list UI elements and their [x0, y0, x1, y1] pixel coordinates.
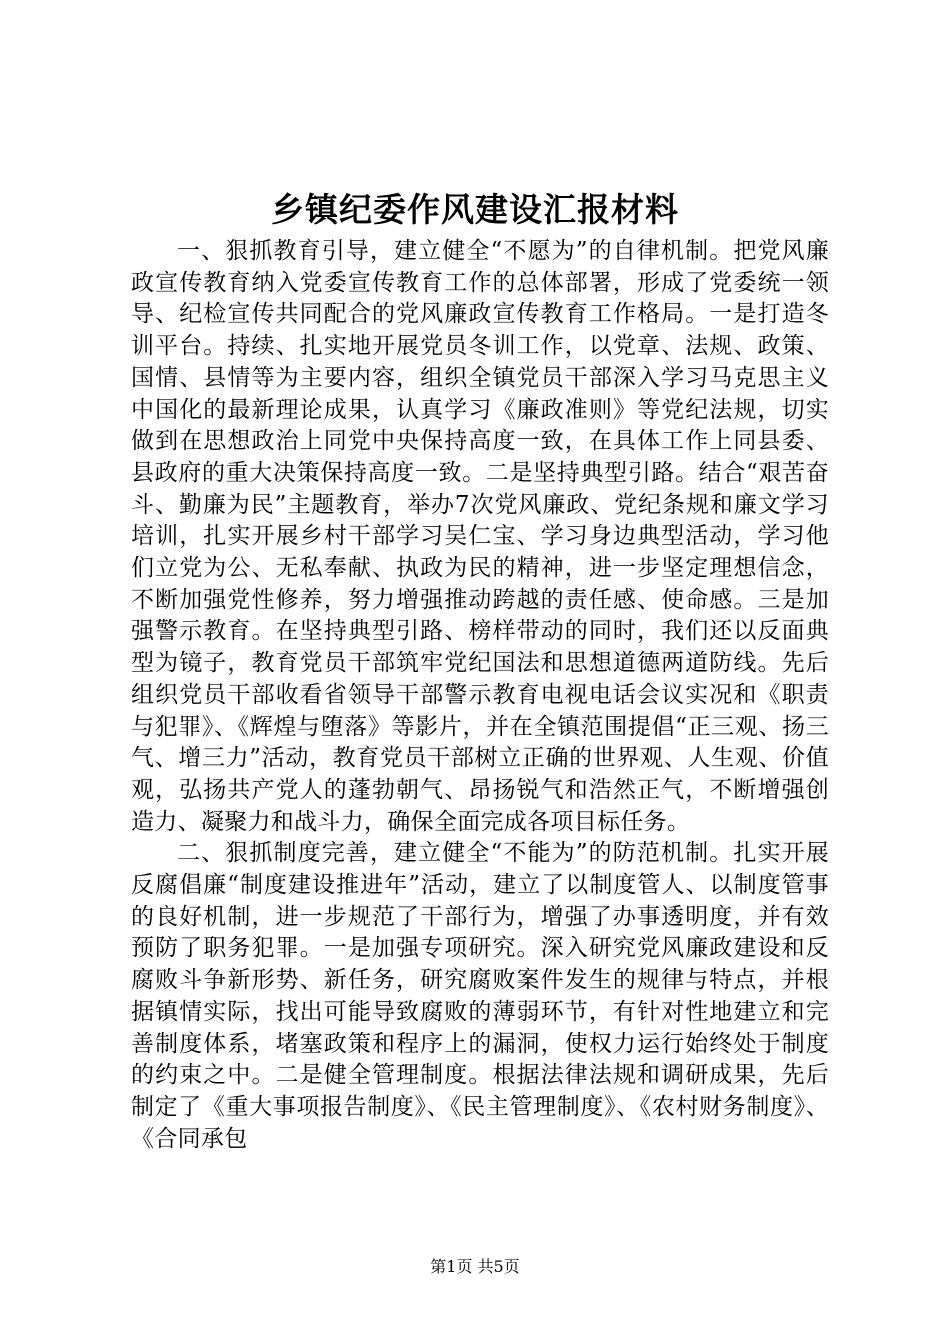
paragraph-2: 二、狠抓制度完善，建立健全“不能为”的防范机制。扎实开展反腐倡廉“制度建设推进年”活动，建立了以制度管人、以制度管事的良好机制，进一步规范了干部行为，增强了办事透明度，并有效预防了职务犯罪。一是加强专项研究。深入研究党风廉政建设和反腐败斗争新形势、新任务，研究腐败案件发生的规律与特点，并根据镇情实际，找出可能导致腐败的薄弱环节，有针对性地建立和完善制度体系，堵塞政策和程序上的漏洞，使权力运行始终处于制度的约束之中。二是健全管理制度。根据法律法规和调研成果，先后制定了《重大事项报告制度》、《民主管理制度》、《农村财务制度》、《合同承包	[131, 840, 829, 1152]
page-number-footer: 第1页 共5页	[430, 1257, 520, 1276]
document-body	[131, 236, 829, 1155]
paragraph-1: 一、狠抓教育引导，建立健全“不愿为”的自律机制。把党风廉政宣传教育纳入党委宣传教育工作的总体部署，形成了党委统一领导、纪检宣传共同配合的党风廉政宣传教育工作格局。一是打造冬训平台。持续、扎实地开展党员冬训工作，以党章、法规、政策、国情、县情等为主要内容，组织全镇党员干部深入学习马克思主义中国化的最新理论成果，认真学习《廉政准则》等党纪法规，切实做到在思想政治上同党中央保持高度一致，在具体工作上同县委、县政府的重大决策保持高度一致。二是坚持典型引路。结合“艰苦奋斗、勤廉为民”主题教育，举办7次党风廉政、党纪条规和廉文学习培训，扎实开展乡村干部学习吴仁宝、学习身边典型活动，学习他们立党为公、无私奉献、执政为民的精神，进一步坚定理想信念，不断加强党性修养，努力增强推动跨越的责任感、使命感。三是加强警示教育。在坚持典型引路、榜样带动的同时，我们还以反面典型为镜子，教育党员干部筑牢党纪国法和思想道德两道防线。先后组织党员干部收看省领导干部警示教育电视电话会议实况和《职责与犯罪》、《辉煌与堕落》等影片，并在全镇范围提倡“正三观、扬三气、增三力”活动，教育党员干部树立正确的世界观、人生观、价值观，弘扬共产党人的蓬勃朝气、昂扬锐气和浩然正气，不断增强创造力、凝聚力和战斗力，确保全面完成各项目标任务。	[131, 238, 829, 835]
document-title: 乡镇纪委作风建设汇报材料	[271, 190, 679, 229]
